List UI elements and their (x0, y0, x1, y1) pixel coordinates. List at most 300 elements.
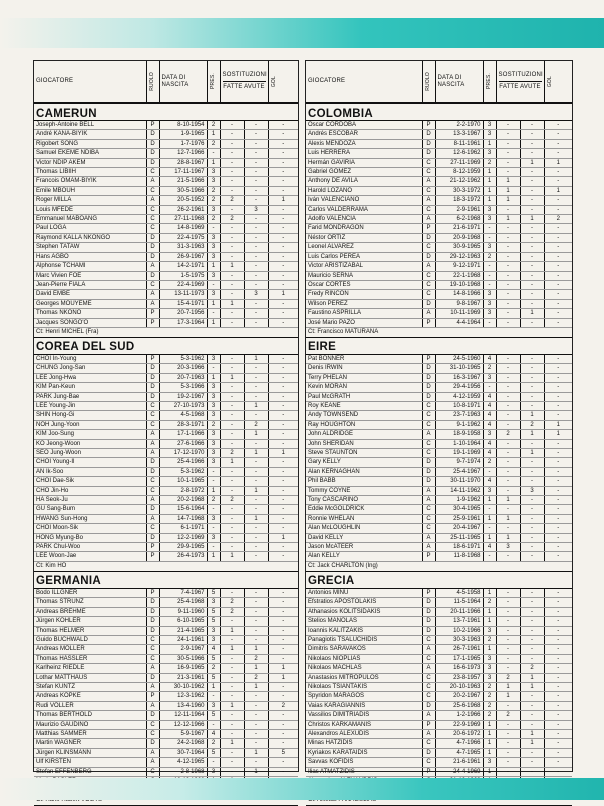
player-subs-received: - (244, 243, 268, 252)
player-birthdate: 27-11-1968 (159, 215, 207, 224)
player-name: Roy KEANE (306, 401, 422, 410)
player-role: D (422, 617, 435, 626)
player-goals: - (268, 543, 298, 552)
player-row (306, 373, 572, 382)
player-birthdate: 30-3-1972 (435, 186, 483, 195)
player-name: Terry PHELAN (306, 373, 422, 382)
player-appearances: 3 (483, 243, 496, 252)
player-goals: - (268, 477, 298, 486)
player-appearances: - (207, 505, 220, 514)
team-coach: Ct: Kim HO (34, 561, 298, 571)
player-subs-made: - (220, 524, 244, 533)
player-appearances: 2 (207, 496, 220, 505)
player-name: Carlos VALDERRAMA (306, 205, 422, 214)
player-subs-made: - (220, 158, 244, 167)
player-role: D (422, 383, 435, 392)
player-subs-made: 1 (220, 701, 244, 710)
team-title-row (34, 337, 298, 354)
player-name: Matthias SAMMER (34, 729, 146, 738)
player-name: Minas HATZIDIS (306, 739, 422, 748)
player-role: P (422, 767, 435, 776)
player-goals: - (544, 177, 572, 186)
player-role: A (146, 664, 159, 673)
player-role: C (146, 280, 159, 289)
player-row (306, 130, 572, 139)
player-row (34, 607, 298, 616)
player-appearances: 2 (207, 196, 220, 205)
player-subs-received: - (520, 177, 544, 186)
player-name: CHOI Dae-Sik (34, 477, 146, 486)
player-subs-made: - (220, 290, 244, 299)
player-subs-received: 1 (244, 354, 268, 363)
player-subs-received: - (520, 748, 544, 757)
player-subs-made: - (496, 364, 520, 373)
player-subs-made: 1 (496, 177, 520, 186)
player-subs-received: - (520, 224, 544, 233)
player-birthdate: 2-9-1961 (435, 205, 483, 214)
player-name: CHUNG Jong-San (34, 364, 146, 373)
player-subs-made: 2 (220, 496, 244, 505)
player-goals: - (544, 149, 572, 158)
player-role: C (146, 635, 159, 644)
player-goals: - (268, 692, 298, 701)
player-appearances: 1 (483, 177, 496, 186)
player-goals: - (544, 533, 572, 542)
player-subs-received: - (520, 617, 544, 626)
player-appearances: - (207, 224, 220, 233)
player-role: D (146, 149, 159, 158)
player-subs-received: 2 (244, 420, 268, 429)
player-subs-received: - (244, 168, 268, 177)
player-subs-made: - (496, 626, 520, 635)
player-name: Athanasios KOLITSIDAKIS (306, 607, 422, 616)
header-gol: GOL (270, 75, 277, 88)
player-name: Jean-Pierre FIALA (34, 280, 146, 289)
player-birthdate: 2-8-1972 (159, 486, 207, 495)
player-birthdate: 15-4-1971 (159, 299, 207, 308)
player-goals: - (268, 496, 298, 505)
player-goals: - (268, 758, 298, 767)
player-subs-made: - (496, 664, 520, 673)
player-subs-made: - (220, 168, 244, 177)
player-subs-made: - (496, 701, 520, 710)
player-birthdate: 21-4-1965 (159, 626, 207, 635)
player-role: C (422, 186, 435, 195)
player-birthdate: 1-9-1965 (159, 130, 207, 139)
player-goals: - (268, 626, 298, 635)
player-appearances: 1 (483, 196, 496, 205)
player-name: SEO Jung-Woon (34, 449, 146, 458)
player-subs-made: - (220, 758, 244, 767)
player-role: C (422, 758, 435, 767)
player-name: Ray HOUGHTON (306, 420, 422, 429)
player-row (306, 233, 572, 242)
player-goals: - (268, 130, 298, 139)
player-birthdate: 21-12-1962 (435, 177, 483, 186)
player-subs-received: - (520, 598, 544, 607)
player-goals: - (544, 290, 572, 299)
player-goals: - (268, 607, 298, 616)
player-goals: - (544, 626, 572, 635)
player-role: A (146, 439, 159, 448)
player-role: D (146, 505, 159, 514)
player-role: C (146, 486, 159, 495)
player-birthdate: 25-6-1968 (435, 701, 483, 710)
player-name: Vaias KARAGIANNIS (306, 701, 422, 710)
player-birthdate: 27-11-1969 (435, 158, 483, 167)
player-row (34, 186, 298, 195)
player-goals: - (544, 617, 572, 626)
player-row (306, 318, 572, 327)
player-birthdate: 14-8-1969 (159, 224, 207, 233)
player-name: Faustino ASPRILLA (306, 309, 422, 318)
player-name: Joseph-Antoine BELL (34, 121, 146, 130)
player-subs-made: - (220, 430, 244, 439)
player-row (34, 748, 298, 757)
player-goals: - (544, 514, 572, 523)
player-subs-received: 1 (520, 430, 544, 439)
player-birthdate: 20-2-1968 (159, 496, 207, 505)
player-appearances: - (483, 505, 496, 514)
player-name: Nikolaos TSIANTAKIS (306, 682, 422, 691)
player-goals: - (544, 411, 572, 420)
player-birthdate: 14-11-1962 (435, 486, 483, 495)
player-row (306, 280, 572, 289)
player-row (306, 243, 572, 252)
player-role: C (146, 186, 159, 195)
player-subs-received: - (520, 635, 544, 644)
player-row (306, 458, 572, 467)
player-role: D (422, 364, 435, 373)
player-name: Luis HERRERA (306, 149, 422, 158)
player-row (34, 588, 298, 597)
player-goals: 1 (268, 533, 298, 542)
player-goals: - (268, 617, 298, 626)
player-row (306, 701, 572, 710)
player-birthdate: 21-6-1971 (435, 224, 483, 233)
player-appearances: 3 (483, 130, 496, 139)
player-subs-made: - (220, 692, 244, 701)
player-goals: - (544, 645, 572, 654)
player-subs-received: - (244, 701, 268, 710)
header-ruolo: RUOLO (148, 72, 155, 91)
player-name: Alphonse TCHAMI (34, 262, 146, 271)
player-name: David KELLY (306, 533, 422, 542)
player-appearances: 3 (207, 767, 220, 776)
player-subs-made: - (220, 233, 244, 242)
header-gol: GOL (546, 75, 553, 88)
player-subs-made: - (220, 121, 244, 130)
player-subs-made: - (496, 439, 520, 448)
player-subs-received: 1 (520, 739, 544, 748)
player-appearances: 4 (483, 420, 496, 429)
player-goals: - (544, 392, 572, 401)
player-name: Thomas STRUNZ (34, 598, 146, 607)
player-subs-received: - (244, 215, 268, 224)
player-birthdate: 30-4-1965 (435, 505, 483, 514)
player-subs-received: - (520, 364, 544, 373)
player-birthdate: 4-4-1964 (435, 318, 483, 327)
player-role: D (146, 130, 159, 139)
player-row (306, 196, 572, 205)
player-row (34, 514, 298, 523)
player-subs-received: - (520, 758, 544, 767)
player-goals: 1 (544, 430, 572, 439)
player-name: Stelios MANOLAS (306, 617, 422, 626)
player-row (34, 739, 298, 748)
player-row (34, 168, 298, 177)
player-subs-made: - (220, 383, 244, 392)
player-birthdate: 6-2-1968 (435, 215, 483, 224)
player-name: CHOI Young-Il (34, 458, 146, 467)
player-subs-received: - (244, 196, 268, 205)
player-subs-made: 1 (496, 196, 520, 205)
player-subs-received: - (520, 280, 544, 289)
player-role: C (422, 168, 435, 177)
player-name: Guido BUCHWALD (34, 635, 146, 644)
player-name: Ilias ATMATZIDIS (306, 767, 422, 776)
player-subs-received: - (244, 262, 268, 271)
player-appearances: - (483, 233, 496, 242)
player-appearances: 1 (483, 533, 496, 542)
player-goals: - (268, 635, 298, 644)
player-subs-received: 2 (244, 673, 268, 682)
player-subs-received: 3 (244, 290, 268, 299)
player-subs-received: 2 (520, 664, 544, 673)
player-row (34, 383, 298, 392)
player-subs-received: - (520, 383, 544, 392)
player-subs-made: 2 (220, 196, 244, 205)
player-appearances: 1 (483, 496, 496, 505)
player-role: A (422, 215, 435, 224)
player-row (34, 767, 298, 776)
player-name: Farid MONDRAGON (306, 224, 422, 233)
player-subs-made: - (220, 477, 244, 486)
player-row (306, 720, 572, 729)
player-row (306, 496, 572, 505)
player-subs-made: - (220, 130, 244, 139)
player-subs-made: - (220, 673, 244, 682)
player-subs-made: 1 (220, 552, 244, 561)
player-row (34, 158, 298, 167)
bottom-teal-band (0, 778, 604, 800)
player-subs-made: - (220, 505, 244, 514)
player-appearances: - (207, 692, 220, 701)
player-name: Emmanuel MABOANG (34, 215, 146, 224)
player-role: C (422, 739, 435, 748)
player-birthdate: 17-1-1965 (435, 654, 483, 663)
player-subs-made: - (496, 420, 520, 429)
player-appearances: 3 (483, 205, 496, 214)
player-subs-made: 1 (220, 645, 244, 654)
player-name: Victor NDIP AKEM (34, 158, 146, 167)
player-birthdate: 8-12-1959 (435, 168, 483, 177)
player-appearances: 1 (207, 318, 220, 327)
player-subs-made: 1 (220, 299, 244, 308)
player-name: Tommy COYNE (306, 486, 422, 495)
player-name: Paul LOGA (34, 224, 146, 233)
player-row (34, 354, 298, 363)
player-birthdate: 30-10-1962 (159, 682, 207, 691)
player-name: André KANA-BIYIK (34, 130, 146, 139)
player-goals: - (544, 262, 572, 271)
player-subs-made: - (496, 477, 520, 486)
player-row (306, 121, 572, 130)
player-goals: - (544, 139, 572, 148)
player-appearances: 2 (207, 739, 220, 748)
player-appearances: 3 (207, 392, 220, 401)
player-subs-made: - (220, 654, 244, 663)
player-appearances: 3 (207, 205, 220, 214)
player-birthdate: 27-10-1973 (159, 401, 207, 410)
player-subs-made: - (496, 588, 520, 597)
player-subs-made: - (496, 720, 520, 729)
player-role: D (422, 477, 435, 486)
player-name: Ronnie WHELAN (306, 514, 422, 523)
player-goals: - (268, 505, 298, 514)
player-appearances: 4 (483, 477, 496, 486)
player-subs-received: - (520, 711, 544, 720)
player-subs-made: - (220, 411, 244, 420)
header-sostituzioni: SOSTITUZIONI (499, 72, 542, 82)
player-subs-made: - (496, 262, 520, 271)
player-name: Kyriakos KARATAIDIS (306, 748, 422, 757)
player-subs-received: 1 (244, 449, 268, 458)
player-goals: - (268, 205, 298, 214)
player-goals: - (544, 233, 572, 242)
player-name: Raymond KALLA NKONGO (34, 233, 146, 242)
player-subs-received: - (244, 543, 268, 552)
player-subs-made: - (496, 309, 520, 318)
player-row (34, 720, 298, 729)
player-goals: - (544, 354, 572, 363)
player-birthdate: 17-1-1966 (159, 430, 207, 439)
player-birthdate: 29-12-1963 (435, 252, 483, 261)
player-birthdate: 31-3-1963 (159, 243, 207, 252)
player-appearances: 3 (207, 430, 220, 439)
player-name: Oscar CORTES (306, 280, 422, 289)
player-subs-made: - (496, 233, 520, 242)
player-role: D (146, 392, 159, 401)
player-subs-received: - (520, 299, 544, 308)
player-goals: - (544, 739, 572, 748)
player-birthdate: 5-3-1962 (159, 354, 207, 363)
player-role: A (146, 496, 159, 505)
player-subs-made: 2 (220, 607, 244, 616)
player-appearances: 3 (207, 598, 220, 607)
player-role: D (422, 392, 435, 401)
player-row (306, 477, 572, 486)
player-subs-made: - (220, 354, 244, 363)
player-birthdate: 8-11-1961 (435, 139, 483, 148)
player-role: C (422, 682, 435, 691)
player-birthdate: 9-11-1960 (159, 607, 207, 616)
player-name: Adolfo VALENCIA (306, 215, 422, 224)
player-name: Rudi VÖLLER (34, 701, 146, 710)
player-name: Alexandros ALEXUDIS (306, 729, 422, 738)
player-name: Victor ARISTIZABAL (306, 262, 422, 271)
player-birthdate: 12-3-1962 (159, 692, 207, 701)
player-subs-received: - (244, 617, 268, 626)
player-subs-received: - (520, 392, 544, 401)
player-role: D (146, 739, 159, 748)
player-row (306, 729, 572, 738)
player-goals: 1 (268, 196, 298, 205)
player-subs-received: 1 (520, 309, 544, 318)
player-appearances: - (207, 364, 220, 373)
player-subs-received: - (520, 505, 544, 514)
player-subs-made: - (220, 588, 244, 597)
header-data-di-nascita: DATA DI NASCITA (435, 61, 483, 103)
player-role: C (422, 524, 435, 533)
player-row (306, 626, 572, 635)
player-subs-received: - (520, 654, 544, 663)
player-row (34, 121, 298, 130)
team-coach: Ct: Francisco MATURANA (306, 327, 572, 337)
player-name: Andrés ESCOBAR (306, 130, 422, 139)
player-row (306, 645, 572, 654)
team-name: COREA DEL SUD (34, 337, 298, 354)
player-row (34, 215, 298, 224)
player-role: D (422, 252, 435, 261)
player-row (306, 177, 572, 186)
player-name: Marc Vivien FOE (34, 271, 146, 280)
player-role: P (146, 588, 159, 597)
player-birthdate: 12-7-1966 (159, 149, 207, 158)
player-subs-received: - (244, 598, 268, 607)
player-role: C (422, 205, 435, 214)
player-role: A (422, 645, 435, 654)
player-birthdate: 30-11-1970 (435, 477, 483, 486)
player-row (34, 711, 298, 720)
player-row (306, 449, 572, 458)
player-appearances: 1 (483, 168, 496, 177)
player-goals: - (268, 439, 298, 448)
player-goals: - (268, 430, 298, 439)
player-subs-made: - (496, 767, 520, 776)
player-subs-received: - (520, 720, 544, 729)
player-role: D (146, 673, 159, 682)
player-row (34, 635, 298, 644)
player-goals: - (268, 392, 298, 401)
player-birthdate: 14-7-1968 (159, 514, 207, 523)
header-ruolo: RUOLO (424, 72, 431, 91)
player-row (34, 177, 298, 186)
team-coach: Ct: Jack CHARLTON (Ing) (306, 561, 572, 571)
player-goals: - (268, 767, 298, 776)
player-role: D (422, 149, 435, 158)
player-subs-made: 2 (496, 430, 520, 439)
player-role: C (422, 514, 435, 523)
player-goals: - (544, 364, 572, 373)
player-appearances: 2 (207, 420, 220, 429)
player-appearances: 1 (483, 767, 496, 776)
player-subs-received: 2 (244, 654, 268, 663)
player-subs-made: - (496, 205, 520, 214)
player-appearances: 2 (483, 458, 496, 467)
player-name: Gary KELLY (306, 458, 422, 467)
player-subs-received: - (244, 533, 268, 542)
player-row (34, 467, 298, 476)
player-role: A (422, 711, 435, 720)
player-subs-received: - (244, 758, 268, 767)
player-appearances: 2 (207, 664, 220, 673)
player-subs-made: - (496, 271, 520, 280)
player-subs-made: - (220, 243, 244, 252)
player-subs-made: - (496, 598, 520, 607)
player-row (34, 252, 298, 261)
player-subs-received: - (244, 692, 268, 701)
